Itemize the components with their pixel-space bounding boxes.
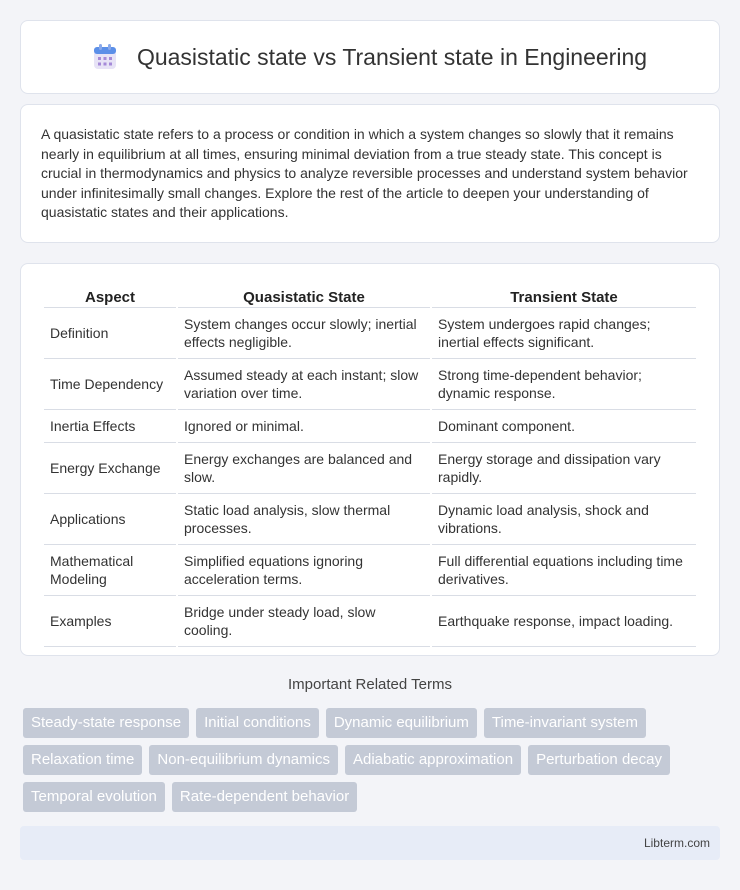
related-term-tag[interactable]: Initial conditions <box>196 708 319 738</box>
table-cell-transient: Strong time-dependent behavior; dynamic response. <box>432 359 696 410</box>
table-cell-aspect: Definition <box>44 308 176 359</box>
table-cell-transient: System undergoes rapid changes; inertial effects significant. <box>432 308 696 359</box>
related-term-tag[interactable]: Rate-dependent behavior <box>172 782 357 812</box>
table-cell-quasistatic: Simplified equations ignoring acceleration terms. <box>178 545 430 596</box>
related-term-tag[interactable]: Adiabatic approximation <box>345 745 521 775</box>
table-cell-quasistatic: Bridge under steady load, slow cooling. <box>178 596 430 647</box>
table-row <box>44 494 696 545</box>
column-header-transient: Transient State <box>432 284 696 308</box>
intro-text: A quasistatic state refers to a process or condition in which a system changes so slowly that it remains nearly in equilibrium at all times, ensuring minimal deviation from a true steady state. This concept is crucial in thermodynamics and physics to analyze reversible processes and understand system behavior under infinitesimally small changes. Explore the rest of the article to deepen your understanding of quasistatic states and their applications. <box>41 126 688 221</box>
table-cell-aspect: Time Dependency <box>44 359 176 410</box>
related-term-tag[interactable]: Dynamic equilibrium <box>326 708 477 738</box>
table-cell-aspect: Applications <box>44 494 176 545</box>
table-row <box>44 308 696 359</box>
table-cell-transient: Full differential equations including time derivatives. <box>432 545 696 596</box>
comparison-table <box>42 284 698 647</box>
table-cell-transient: Energy storage and dissipation vary rapidly. <box>432 443 696 494</box>
page-title: Quasistatic state vs Transient state in Engineering <box>136 43 648 70</box>
related-term-tag[interactable]: Steady-state response <box>23 708 189 738</box>
related-terms-list <box>23 708 723 812</box>
related-term-tag[interactable]: Time-invariant system <box>484 708 646 738</box>
calendar-icon <box>93 44 117 70</box>
table-cell-transient: Dominant component. <box>432 410 696 443</box>
related-terms-title: Important Related Terms <box>288 676 452 693</box>
table-cell-quasistatic: System changes occur slowly; inertial effects negligible. <box>178 308 430 359</box>
related-term-tag[interactable]: Temporal evolution <box>23 782 165 812</box>
table-row <box>44 545 696 596</box>
table-row <box>44 410 696 443</box>
table-cell-quasistatic: Assumed steady at each instant; slow variation over time. <box>178 359 430 410</box>
table-cell-quasistatic: Static load analysis, slow thermal processes. <box>178 494 430 545</box>
table-cell-aspect: Mathematical Modeling <box>44 545 176 596</box>
table-header-row <box>44 284 696 308</box>
table-cell-transient: Dynamic load analysis, shock and vibrations. <box>432 494 696 545</box>
related-term-tag[interactable]: Perturbation decay <box>528 745 670 775</box>
table-cell-transient: Earthquake response, impact loading. <box>432 596 696 647</box>
table-cell-aspect: Examples <box>44 596 176 647</box>
header-card <box>20 20 720 94</box>
table-row <box>44 359 696 410</box>
column-header-quasistatic: Quasistatic State <box>178 284 430 308</box>
footer-site-link[interactable]: Libterm.com <box>643 836 710 850</box>
table-cell-quasistatic: Ignored or minimal. <box>178 410 430 443</box>
table-cell-quasistatic: Energy exchanges are balanced and slow. <box>178 443 430 494</box>
footer <box>20 826 720 860</box>
table-row <box>44 596 696 647</box>
comparison-card <box>20 263 720 656</box>
related-term-tag[interactable]: Relaxation time <box>23 745 142 775</box>
column-header-aspect: Aspect <box>44 284 176 308</box>
intro-card <box>20 104 720 243</box>
table-cell-aspect: Energy Exchange <box>44 443 176 494</box>
table-row <box>44 443 696 494</box>
table-cell-aspect: Inertia Effects <box>44 410 176 443</box>
related-term-tag[interactable]: Non-equilibrium dynamics <box>149 745 338 775</box>
